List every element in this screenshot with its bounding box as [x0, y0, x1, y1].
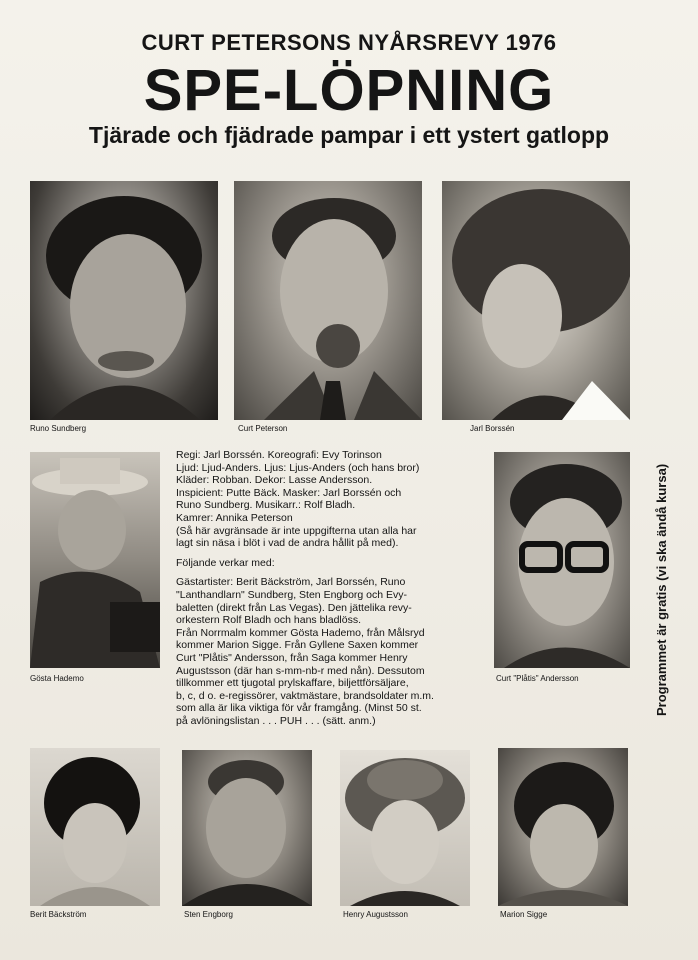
portrait-image — [30, 181, 218, 420]
header — [0, 30, 698, 149]
credit-line: Regi: Jarl Borssén. Koreografi: Evy Torinson — [176, 449, 382, 461]
credit-line: (Så här avgränsade är inte uppgifterna utan alla har — [176, 524, 417, 537]
portrait-image — [340, 750, 470, 906]
cast-line: Gästartister: Berit Bäckström, Jarl Borssén, Runo — [176, 576, 406, 589]
cast-line: kommer Marion Sigge. Från Gyllene Saxen kommer — [176, 639, 419, 652]
photo-sten-engborg — [182, 750, 312, 906]
portrait-image — [182, 750, 312, 906]
caption-runo-sundberg: Runo Sundberg — [30, 424, 87, 433]
caption-curt-platis-andersson: Curt "Plåtis" Andersson — [496, 674, 579, 683]
caption-berit-backstrom: Berit Bäckström — [30, 910, 87, 919]
caption-jarl-borssen: Jarl Borssén — [470, 424, 515, 433]
portrait-image — [234, 181, 422, 420]
cast-line: "Lanthandlarn" Sundberg, Sten Engborg och Evy- — [176, 588, 408, 601]
photo-curt-platis-andersson — [494, 452, 630, 668]
photo-henry-augustsson — [340, 750, 470, 906]
portrait-image — [498, 748, 628, 906]
revue-subtitle: CURT PETERSONS NYÅRSREVY 1976 — [141, 30, 557, 55]
cast-line: Curt "Plåtis" Andersson, från Saga kommer Henry — [176, 651, 408, 664]
cast-line: Augustsson (där han s-mm-nb-r med nån). Dessutom — [176, 664, 425, 677]
caption-marion-sigge: Marion Sigge — [500, 910, 548, 919]
side-note: Programmet är gratis (vi ska ändå kursa) — [654, 463, 669, 716]
credit-line: lagt sin näsa i blöt i vad de andra hållit på med). — [176, 537, 399, 550]
credit-line: Kamrer: Annika Peterson — [176, 511, 293, 524]
portrait-image — [494, 452, 630, 668]
cast-line: på avlöningslistan . . . PUH . . . (sätt. anm.) — [176, 714, 376, 727]
photo-jarl-borssen — [442, 181, 630, 420]
caption-gosta-hademo: Gösta Hademo — [30, 674, 84, 683]
caption-curt-peterson: Curt Peterson — [238, 424, 288, 433]
credits-text — [176, 449, 488, 727]
cast-line: Från Norrmalm kommer Gösta Hademo, från Målsryd — [176, 626, 425, 639]
revue-title: SPE-LÖPNING — [143, 58, 555, 123]
cast-line: baletten (direkt från Las Vegas). Den jättelika revy- — [176, 601, 412, 614]
portrait-image — [30, 748, 160, 906]
caption-sten-engborg: Sten Engborg — [184, 910, 233, 919]
cast-line: tillkommer ett tjugotal prylskaffare, biljettförsäljare, — [176, 677, 409, 690]
credit-line: Kläder: Robban. Dekor: Lasse Andersson. — [176, 474, 373, 487]
cast-line: som alla är lika viktiga för vår framgång. (Minst 50 st. — [176, 702, 422, 715]
cast-intro: Följande verkar med: — [176, 556, 275, 569]
photo-marion-sigge — [498, 748, 628, 906]
photo-runo-sundberg — [30, 181, 218, 420]
credit-line: Inspicient: Putte Bäck. Masker: Jarl Borssén och — [176, 486, 402, 499]
portrait-image — [30, 452, 160, 668]
credit-line: Runo Sundberg. Musikarr.: Rolf Bladh. — [176, 499, 356, 512]
cast-line: b, c, d o. e-regissörer, vaktmästare, brandsoldater m.m. — [176, 689, 434, 702]
photo-berit-backstrom — [30, 748, 160, 906]
credit-line: Ljud: Ljud-Anders. Ljus: Ljus-Anders (och hans bror) — [176, 461, 420, 474]
photo-curt-peterson — [234, 181, 422, 420]
photo-gosta-hademo — [30, 452, 160, 668]
caption-henry-augustsson: Henry Augustsson — [343, 910, 408, 919]
revue-tagline: Tjärade och fjädrade pampar i ett ystert gatlopp — [88, 122, 610, 148]
cast-line: orkestern Rolf Bladh och hans bladlöss. — [176, 614, 362, 627]
portrait-image — [442, 181, 630, 420]
